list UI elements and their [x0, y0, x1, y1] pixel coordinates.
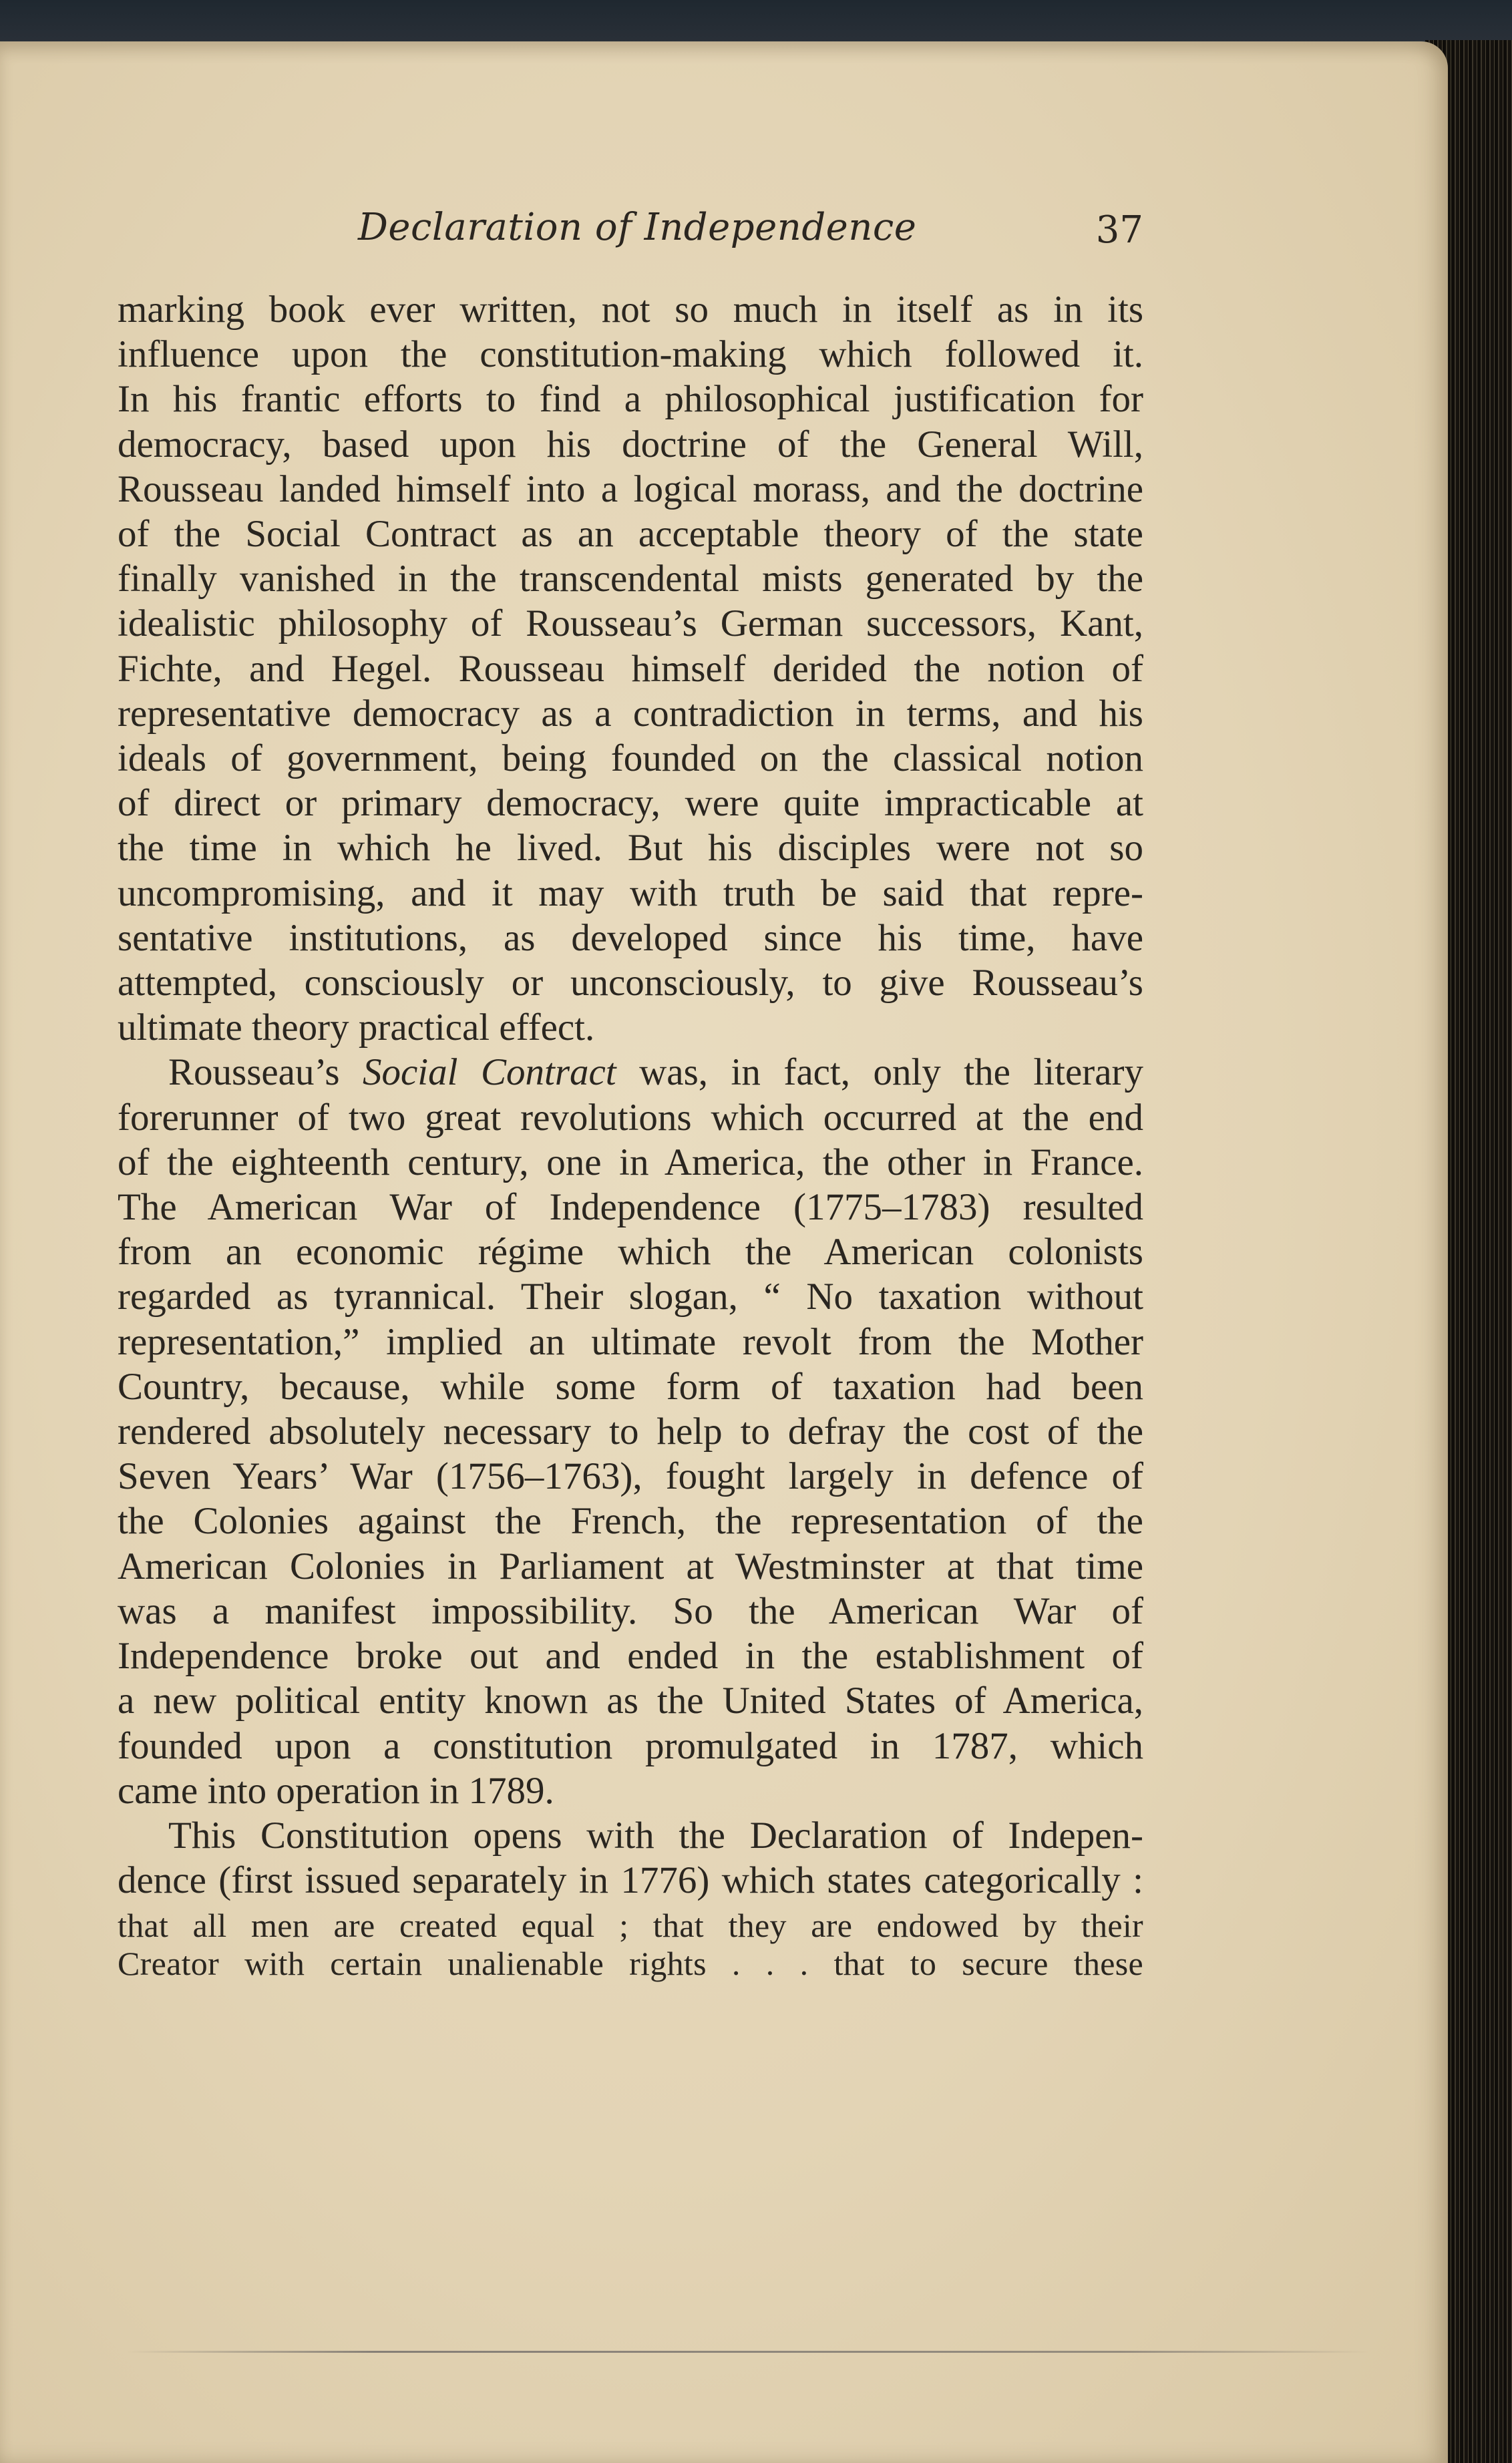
text-line: regarded as tyrannical. Their slogan, “ No taxation without — [118, 1276, 1143, 1318]
text-line: of the eighteenth century, one in America, the other in France. — [118, 1141, 1143, 1183]
text-line: forerunner of two great revolutions which occurred at the end — [118, 1096, 1143, 1139]
text-line: attempted, consciously or unconsciously, to give Rousseau’s — [118, 962, 1143, 1004]
text-line: ideals of government, being founded on the classical notion — [118, 737, 1143, 780]
text-line: was a manifest impossibility. So the American War of — [118, 1589, 1143, 1632]
text-line: of the Social Contract as an acceptable theory of the state — [118, 513, 1143, 556]
text-line: American Colonies in Parliament at Westminster at that time — [118, 1545, 1143, 1587]
text-line: finally vanished in the transcendental mists generated by the — [118, 558, 1143, 600]
text-fragment: was, in fact, only the literary — [616, 1051, 1143, 1094]
paragraph-3 — [118, 1813, 1143, 1903]
page-body — [118, 287, 1143, 1983]
text-line: idealistic philosophy of Rousseau’s German successors, Kant, — [118, 602, 1143, 645]
text-line: Seven Years’ War (1756–1763), fought largely in defence of — [118, 1455, 1143, 1498]
text-line: democracy, based upon his doctrine of the General Will, — [118, 423, 1143, 465]
text-line: Independence broke out and ended in the establishment of — [118, 1635, 1143, 1678]
text-line: Fichte, and Hegel. Rousseau himself derided the notion of — [118, 647, 1143, 690]
page-bottom-edge — [127, 2351, 1369, 2353]
running-title: Declaration of Independence — [358, 206, 917, 249]
text-line: came into operation in 1789. — [118, 1769, 554, 1812]
text-line: The American War of Independence (1775–1783) resulted — [118, 1186, 1143, 1229]
text-line: representation,” implied an ultimate revolt from the Mother — [118, 1320, 1143, 1363]
paragraph-1 — [118, 287, 1143, 1050]
paragraph-2 — [118, 1050, 1143, 1813]
page-number: 37 — [1095, 208, 1143, 252]
text-line: founded upon a constitution promulgated in 1787, which — [118, 1724, 1143, 1767]
text-line — [118, 1050, 1143, 1095]
text-line: the time in which he lived. But his disciples were not so — [118, 827, 1143, 870]
text-line: rendered absolutely necessary to help to defray the cost of the — [118, 1410, 1143, 1453]
text-line: representative democracy as a contradiction in terms, and his — [118, 692, 1143, 735]
text-line: influence upon the constitution-making which followed it. — [118, 333, 1143, 376]
text-line: sentative institutions, as developed since his time, have — [118, 916, 1143, 959]
text-line: Country, because, while some form of taxation had been — [118, 1365, 1143, 1408]
text-line: a new political entity known as the United States of America, — [118, 1680, 1143, 1722]
running-header — [118, 206, 1143, 266]
text-line: uncompromising, and it may with truth be said that repre- — [118, 872, 1143, 914]
text-line: from an economic régime which the American colonists — [118, 1231, 1143, 1274]
text-line: dence (first issued separately in 1776) which states categorically : — [118, 1859, 1143, 1902]
text-fragment: Rousseau’s — [168, 1051, 363, 1094]
book-title: Social Contract — [363, 1051, 616, 1094]
text-line: marking book ever written, not so much in itself as in its — [118, 289, 1143, 331]
text-line: In his frantic efforts to find a philosophical justification for — [118, 378, 1143, 421]
quote-line: that all men are created equal ; that they are endowed by their — [118, 1907, 1143, 1945]
text-line: ultimate theory practical effect. — [118, 1006, 595, 1049]
text-line: the Colonies against the French, the representation of the — [118, 1500, 1143, 1543]
text-line: This Constitution opens with the Declaration of Indepen- — [168, 1814, 1143, 1857]
text-line: Rousseau landed himself into a logical morass, and the doctrine — [118, 467, 1143, 510]
block-quote — [118, 1907, 1143, 1983]
quote-line: Creator with certain unalienable rights . . . that to secure these — [118, 1945, 1143, 1983]
text-line: of direct or primary democracy, were quite impracticable at — [118, 782, 1143, 825]
